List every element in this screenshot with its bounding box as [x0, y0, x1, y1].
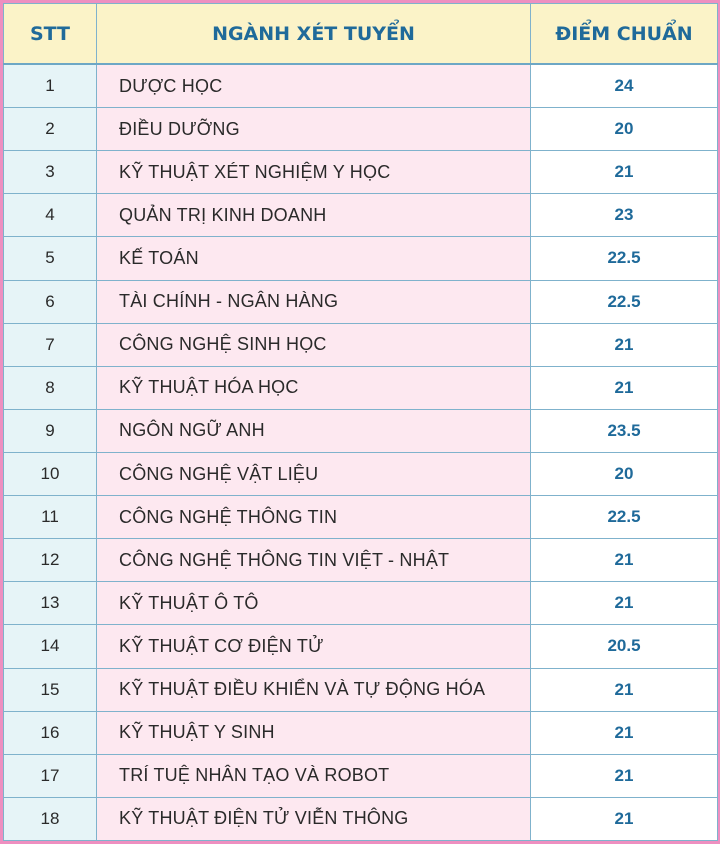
stt-cell: 15 [4, 668, 97, 711]
table-row [4, 151, 718, 194]
major-cell: CÔNG NGHỆ VẬT LIỆU [97, 452, 531, 495]
stt-cell: 16 [4, 711, 97, 754]
table-row [4, 539, 718, 582]
table-row [4, 194, 718, 237]
header-stt: STT [4, 4, 97, 65]
major-cell: TRÍ TUỆ NHÂN TẠO VÀ ROBOT [97, 754, 531, 797]
table-row [4, 237, 718, 280]
table-row [4, 366, 718, 409]
major-cell: QUẢN TRỊ KINH DOANH [97, 194, 531, 237]
major-cell: KỸ THUẬT HÓA HỌC [97, 366, 531, 409]
stt-cell: 14 [4, 625, 97, 668]
stt-cell: 6 [4, 280, 97, 323]
stt-cell: 4 [4, 194, 97, 237]
score-cell: 21 [531, 582, 718, 625]
major-cell: KỸ THUẬT CƠ ĐIỆN TỬ [97, 625, 531, 668]
table-row [4, 711, 718, 754]
major-cell: KỸ THUẬT Y SINH [97, 711, 531, 754]
major-cell: KỸ THUẬT ĐIỆN TỬ VIỄN THÔNG [97, 797, 531, 840]
table-body [4, 64, 718, 841]
stt-cell: 2 [4, 108, 97, 151]
major-cell: KỸ THUẬT Ô TÔ [97, 582, 531, 625]
score-cell: 22.5 [531, 280, 718, 323]
admission-score-table [3, 3, 718, 841]
stt-cell: 18 [4, 797, 97, 840]
stt-cell: 13 [4, 582, 97, 625]
score-cell: 20 [531, 452, 718, 495]
major-cell: CÔNG NGHỆ SINH HỌC [97, 323, 531, 366]
score-cell: 21 [531, 711, 718, 754]
stt-cell: 12 [4, 539, 97, 582]
stt-cell: 5 [4, 237, 97, 280]
table-row [4, 64, 718, 108]
table-row [4, 668, 718, 711]
score-cell: 22.5 [531, 237, 718, 280]
header-score: ĐIỂM CHUẨN [531, 4, 718, 65]
stt-cell: 10 [4, 452, 97, 495]
stt-cell: 1 [4, 64, 97, 108]
major-cell: CÔNG NGHỆ THÔNG TIN [97, 496, 531, 539]
table-row [4, 625, 718, 668]
table-row [4, 323, 718, 366]
table-row [4, 797, 718, 840]
table-header-row [4, 4, 718, 65]
table-row [4, 280, 718, 323]
stt-cell: 3 [4, 151, 97, 194]
major-cell: NGÔN NGỮ ANH [97, 409, 531, 452]
header-major: NGÀNH XÉT TUYỂN [97, 4, 531, 65]
score-cell: 20.5 [531, 625, 718, 668]
stt-cell: 7 [4, 323, 97, 366]
table-row [4, 582, 718, 625]
score-cell: 21 [531, 539, 718, 582]
score-table-frame [3, 3, 717, 841]
table-row [4, 409, 718, 452]
major-cell: KỸ THUẬT XÉT NGHIỆM Y HỌC [97, 151, 531, 194]
score-cell: 23 [531, 194, 718, 237]
score-cell: 21 [531, 668, 718, 711]
score-cell: 24 [531, 64, 718, 108]
stt-cell: 11 [4, 496, 97, 539]
table-row [4, 108, 718, 151]
score-cell: 21 [531, 323, 718, 366]
major-cell: KẾ TOÁN [97, 237, 531, 280]
major-cell: KỸ THUẬT ĐIỀU KHIỂN VÀ TỰ ĐỘNG HÓA [97, 668, 531, 711]
score-cell: 21 [531, 797, 718, 840]
score-cell: 21 [531, 754, 718, 797]
major-cell: CÔNG NGHỆ THÔNG TIN VIỆT - NHẬT [97, 539, 531, 582]
table-row [4, 496, 718, 539]
major-cell: TÀI CHÍNH - NGÂN HÀNG [97, 280, 531, 323]
table-row [4, 452, 718, 495]
stt-cell: 8 [4, 366, 97, 409]
table-row [4, 754, 718, 797]
stt-cell: 17 [4, 754, 97, 797]
score-cell: 22.5 [531, 496, 718, 539]
score-cell: 21 [531, 151, 718, 194]
stt-cell: 9 [4, 409, 97, 452]
major-cell: DƯỢC HỌC [97, 64, 531, 108]
score-cell: 21 [531, 366, 718, 409]
major-cell: ĐIỀU DƯỠNG [97, 108, 531, 151]
score-cell: 20 [531, 108, 718, 151]
score-cell: 23.5 [531, 409, 718, 452]
